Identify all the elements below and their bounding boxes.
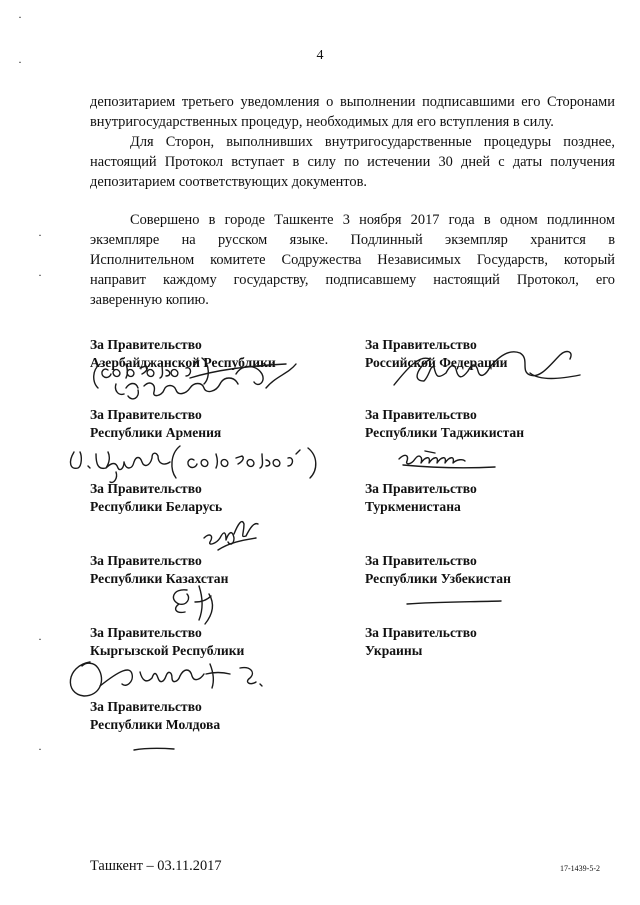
signatory-country: Украины [365,643,423,658]
paragraph-entry-into-force [90,92,615,132]
signatory-country: Республики Беларусь [90,499,223,514]
margin-mark: · [18,55,22,69]
signatory-line: За Правительство [365,337,477,352]
page-number: 4 [316,48,324,63]
text-line: настоящий Протокол вступает в силу по истечении 30 дней с даты получения [90,154,615,170]
footer-place-date: Ташкент – 03.11.2017 [90,858,222,874]
signature-belarus [200,508,270,558]
signatory-line: За Правительство [90,699,202,714]
margin-mark: · [18,10,22,24]
text-line: депозитарием соответствующих документов. [90,174,367,190]
signatory-country: Кыргызской Республики [90,643,245,658]
paragraph-done-at [90,210,615,310]
signature-kazakhstan [165,580,225,630]
margin-mark: · [38,632,42,646]
signatory-country: Республики Армения [90,425,222,440]
signatory-country: Республики Таджикистан [365,425,525,440]
paragraph-late-parties [90,132,615,192]
text-line: депозитарием третьего уведомления о выполнении подписавшими его Сторонами [90,94,615,110]
signature-moldova [132,744,182,756]
text-line: Исполнительном комитете Содружества Независимых Государств, который [90,252,615,268]
signature-tajikistan [395,445,505,475]
text-line: внутригосударственных процедур, необходимых для его вступления в силу. [90,114,554,130]
signature-kyrgyzstan [60,650,280,710]
margin-mark: · [38,268,42,282]
footer-doc-code: 17-1439-5-2 [560,864,600,873]
signatory-line: За Правительство [90,481,202,496]
signatory-line: За Правительство [90,625,202,640]
text-line: Совершено в городе Ташкенте 3 ноября 2017 года в одном подлинном [130,212,615,228]
margin-mark: · [38,228,42,242]
signature-armenia [60,438,350,488]
signatory-line: За Правительство [365,625,477,640]
signatory-country: Республики Молдова [90,717,221,732]
signatory-armenia [90,406,221,442]
signatory-country: Республики Казахстан [90,571,229,586]
margin-mark: · [38,742,42,756]
signatory-line: За Правительство [90,337,202,352]
signatory-ukraine [365,624,477,660]
signatory-uzbekistan [365,552,511,588]
signatory-line: За Правительство [365,481,477,496]
signatory-line: За Правительство [365,407,477,422]
signatory-line: За Правительство [90,553,202,568]
signatory-country: Туркменистана [365,499,461,514]
signatory-turkmenistan [365,480,477,516]
signatory-line: За Правительство [365,553,477,568]
signatory-tajikistan [365,406,524,442]
signatory-country: Республики Узбекистан [365,571,511,586]
signature-russia [390,345,590,395]
signature-uzbekistan [405,596,505,610]
text-line: направит каждому государству, подписавшему настоящий Протокол, его [90,272,615,288]
text-line: экземпляре на русском языке. Подлинный экземпляр хранится в [90,232,615,248]
signatory-country: Российской Федерации [365,355,508,370]
signatory-country: Азербайджанской Республики [90,355,276,370]
signatory-line: За Правительство [90,407,202,422]
text-line: заверенную копию. [90,292,209,308]
signature-azerbaijan [86,350,306,410]
text-line: Для Сторон, выполнивших внутригосударственные процедуры позднее, [130,134,615,150]
